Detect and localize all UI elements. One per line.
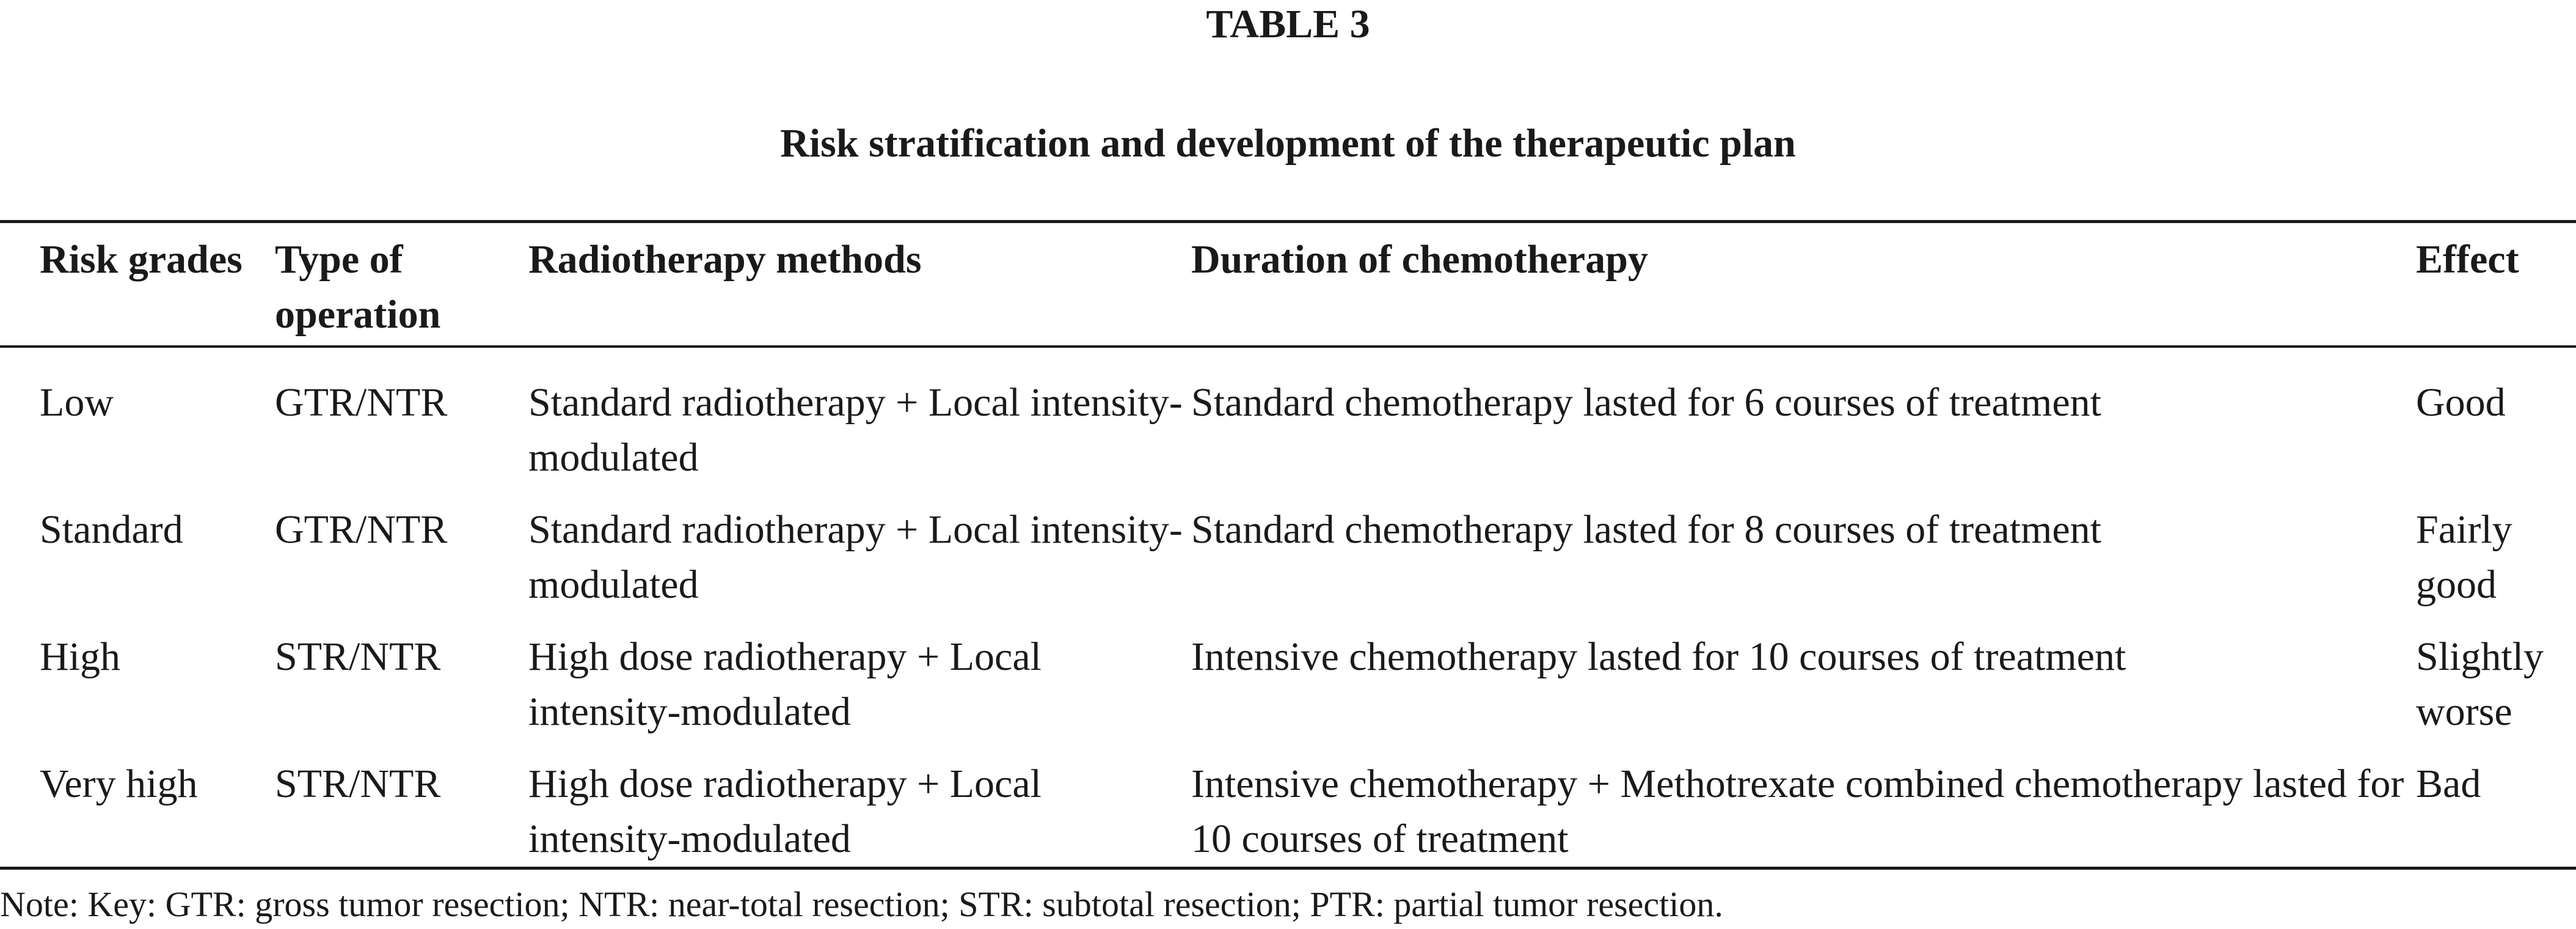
cell-risk-grade: High — [40, 634, 120, 679]
table-footnote: Note: Key: GTR: gross tumor resection; NTR: near-total resection; STR: subtotal resection; PTR: partial tumor resection. — [0, 884, 1723, 924]
cell-chemotherapy: Intensive chemotherapy + Methotrexate combined chemotherapy lasted for 10 courses of treatment — [1191, 762, 2404, 861]
cell-chemotherapy: Standard chemotherapy lasted for 8 courses of treatment — [1191, 507, 2101, 552]
cell-radiotherapy: Standard radiotherapy + Local intensity-modulated — [528, 507, 1183, 607]
table-number: TABLE 3 — [1206, 2, 1370, 46]
header-duration-of-chemotherapy: Duration of chemotherapy — [1191, 237, 1648, 282]
cell-radiotherapy: High dose radiotherapy + Local intensity-modulated — [528, 634, 1042, 734]
cell-operation: STR/NTR — [275, 762, 441, 806]
cell-radiotherapy: Standard radiotherapy + Local intensity-modulated — [528, 380, 1183, 480]
header-row — [0, 222, 2576, 347]
table-row — [0, 485, 2576, 612]
header-effect: Effect — [2416, 237, 2519, 282]
cell-effect: Slightly worse — [2416, 634, 2544, 734]
cell-operation: STR/NTR — [275, 634, 441, 679]
header-radiotherapy-methods: Radiotherapy methods — [528, 237, 922, 282]
cell-risk-grade: Very high — [40, 762, 198, 806]
table-header — [0, 222, 2576, 347]
cell-chemotherapy: Standard chemotherapy lasted for 6 courses of treatment — [1191, 380, 2101, 425]
cell-effect: Bad — [2416, 762, 2481, 806]
header-type-of-operation: Type of operation — [275, 237, 441, 337]
table-row — [0, 612, 2576, 740]
table-row — [0, 740, 2576, 868]
table-body — [0, 347, 2576, 868]
cell-risk-grade: Low — [40, 380, 114, 425]
cell-chemotherapy: Intensive chemotherapy lasted for 10 courses of treatment — [1191, 634, 2126, 679]
header-risk-grades: Risk grades — [40, 237, 243, 282]
cell-operation: GTR/NTR — [275, 380, 448, 425]
table-caption: Risk stratification and development of the therapeutic plan — [780, 121, 1796, 166]
risk-stratification-table — [0, 220, 2576, 870]
cell-effect: Good — [2416, 380, 2506, 425]
cell-risk-grade: Standard — [40, 507, 183, 552]
table-row — [0, 347, 2576, 485]
cell-operation: GTR/NTR — [275, 507, 448, 552]
cell-effect: Fairly good — [2416, 507, 2512, 607]
cell-radiotherapy: High dose radiotherapy + Local intensity-modulated — [528, 762, 1042, 861]
